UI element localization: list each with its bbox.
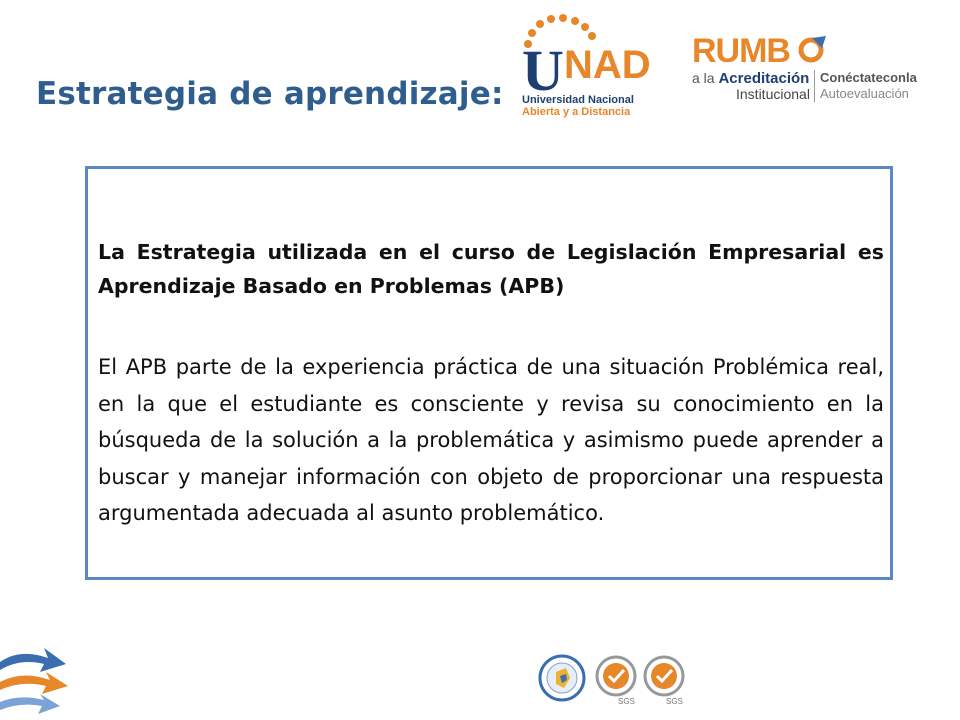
sgs-label-2: SGS — [666, 697, 683, 706]
logo-divider — [814, 70, 815, 102]
rumbo-acreditacion-logo — [692, 30, 942, 110]
slide-title: Estrategia de aprendizaje: — [36, 76, 504, 112]
sgs-seal-icon — [597, 657, 635, 706]
decorative-arrows-icon — [0, 640, 70, 720]
conectate-text: Conéctateconla — [820, 70, 917, 85]
unad-name-line2: Abierta y a Distancia — [522, 106, 631, 118]
svg-text:NAD: NAD — [564, 43, 651, 87]
strategy-paragraph: La Estrategia utilizada en el curso de Legislación Empresarial es Aprendizaje Basado en Problemas (APB) — [98, 240, 884, 298]
svg-text:U: U — [522, 38, 564, 94]
unad-name-line1: Universidad Nacional — [522, 94, 634, 106]
certification-seals — [538, 650, 698, 710]
apb-description-paragraph: El APB parte de la experiencia práctica de una situación Problémica real, en la que el estudiante es consciente y revisa su conocimiento en la búsqueda de la solución a la problemática y asimismo puede aprender a buscar y manejar información con objeto de proporcionar una respuesta argumentada adecuada al asunto problemático. — [98, 355, 884, 525]
sgs-label-1: SGS — [618, 697, 635, 706]
content-box — [85, 166, 893, 580]
rumbo-a-la: a la — [692, 70, 715, 86]
rumbo-institucional: Institucional — [736, 86, 810, 102]
rumbo-o-arrow-icon — [798, 34, 828, 64]
autoevaluacion-text: Autoevaluación — [820, 86, 909, 101]
colombia-seal-icon — [540, 656, 584, 700]
unad-emblem-icon — [520, 14, 680, 94]
rumbo-word: RUMB — [692, 32, 790, 70]
sgs-seal-icon-2 — [645, 657, 683, 706]
rumbo-acreditacion: Acreditación — [718, 70, 810, 87]
unad-logo — [520, 14, 680, 124]
